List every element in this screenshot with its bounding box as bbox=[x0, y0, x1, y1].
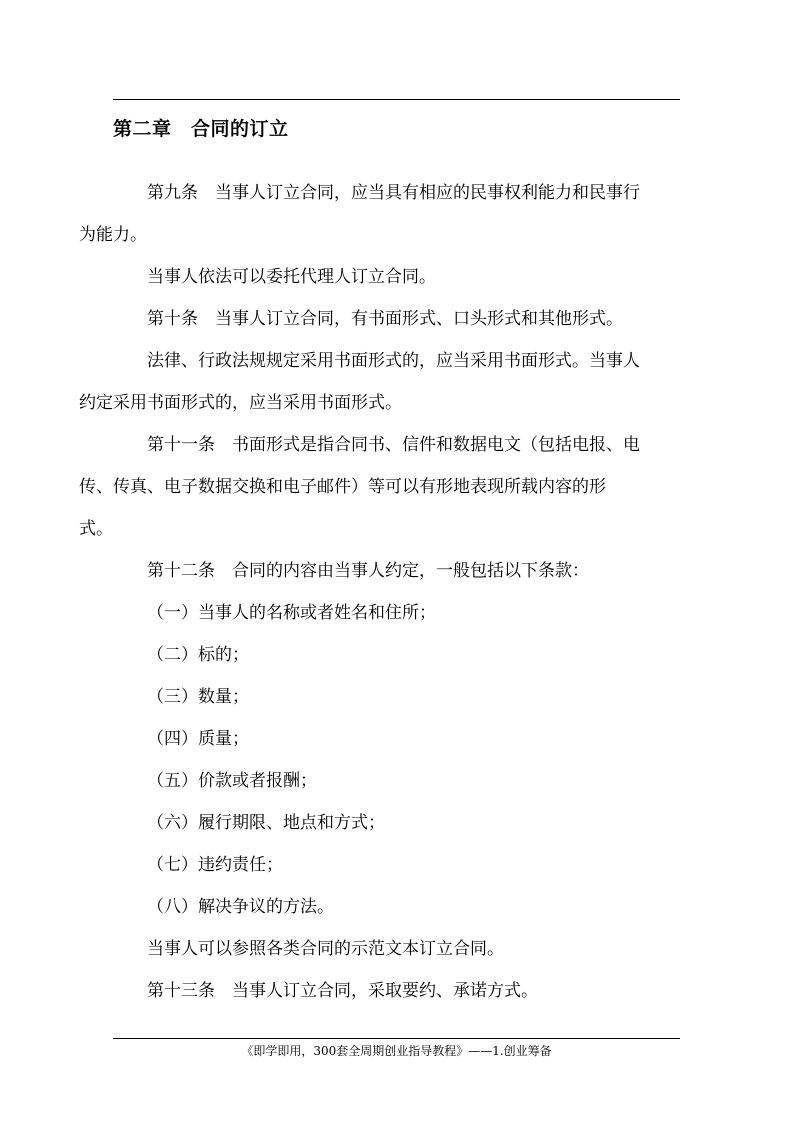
line: 为能力。 bbox=[79, 225, 147, 245]
list-item bbox=[113, 676, 680, 718]
line: 第十二条 合同的内容由当事人约定，一般包括以下条款： bbox=[147, 561, 589, 581]
list-item bbox=[113, 592, 680, 634]
line: （七）违约责任； bbox=[147, 855, 283, 875]
list-item bbox=[113, 718, 680, 760]
paragraph-article-11 bbox=[79, 424, 680, 550]
paragraph bbox=[113, 256, 680, 298]
paragraph-article-12 bbox=[113, 550, 680, 592]
line: 第十条 当事人订立合同，有书面形式、口头形式和其他形式。 bbox=[147, 309, 623, 329]
paragraph bbox=[79, 340, 680, 424]
footer-rule bbox=[113, 1038, 680, 1039]
line: 法律、行政法规规定采用书面形式的，应当采用书面形式。当事人 bbox=[147, 351, 640, 371]
page-footer: 《即学即用，300套全周期创业指导教程》——1.创业筹备 bbox=[241, 1044, 552, 1058]
chapter-title: 第二章 合同的订立 bbox=[113, 118, 289, 140]
document-body bbox=[79, 172, 680, 1012]
list-item bbox=[113, 760, 680, 802]
paragraph-article-9 bbox=[79, 172, 680, 256]
line: 第九条 当事人订立合同，应当具有相应的民事权利能力和民事行 bbox=[147, 183, 640, 203]
line: （六）履行期限、地点和方式； bbox=[147, 813, 385, 833]
header-rule bbox=[113, 99, 680, 100]
line: 第十三条 当事人订立合同，采取要约、承诺方式。 bbox=[147, 981, 538, 1001]
line: （五）价款或者报酬； bbox=[147, 771, 317, 791]
line: 约定采用书面形式的，应当采用书面形式。 bbox=[79, 393, 402, 413]
line: （一）当事人的名称或者姓名和住所； bbox=[147, 603, 436, 623]
line: 当事人依法可以委托代理人订立合同。 bbox=[147, 267, 436, 287]
list-item bbox=[113, 844, 680, 886]
line: （四）质量； bbox=[147, 729, 249, 749]
line: 当事人可以参照各类合同的示范文本订立合同。 bbox=[147, 939, 504, 959]
line: （三）数量； bbox=[147, 687, 249, 707]
list-item bbox=[113, 634, 680, 676]
line: 传、传真、电子数据交换和电子邮件）等可以有形地表现所载内容的形 bbox=[79, 477, 606, 497]
line: （二）标的； bbox=[147, 645, 249, 665]
list-item bbox=[113, 886, 680, 928]
paragraph-article-10 bbox=[113, 298, 680, 340]
line: （八）解决争议的方法。 bbox=[147, 897, 334, 917]
line: 第十一条 书面形式是指合同书、信件和数据电文（包括电报、电 bbox=[147, 435, 640, 455]
paragraph bbox=[113, 928, 680, 970]
line: 式。 bbox=[79, 519, 113, 539]
list-item bbox=[113, 802, 680, 844]
paragraph-article-13 bbox=[113, 970, 680, 1012]
